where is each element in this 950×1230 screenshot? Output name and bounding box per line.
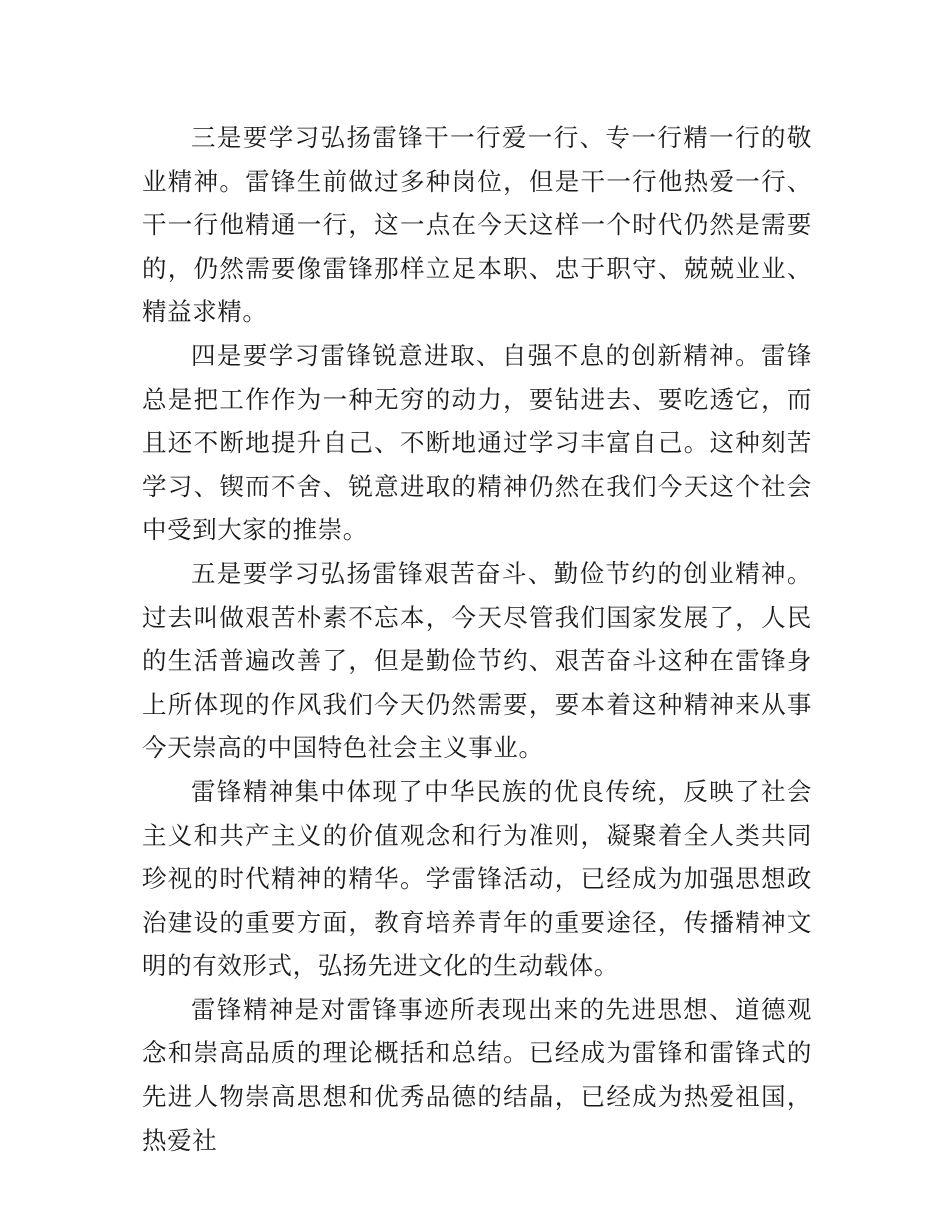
document-page bbox=[142, 116, 812, 1162]
paragraph-entrepreneurial-spirit: 五是要学习弘扬雷锋艰苦奋斗、勤俭节约的创业精神。过去叫做艰苦朴素不忘本，今天尽管我们国家发展了，人民的生活普遍改善了，但是勤俭节约、艰苦奋斗这种在雷锋身上所体现的作风我们今天仍然需要，要本着这种精神来从事今天崇高的中国特色社会主义事业。 bbox=[142, 558, 812, 763]
paragraph-spirit-summary: 雷锋精神集中体现了中华民族的优良传统，反映了社会主义和共产主义的价值观念和行为准则，凝聚着全人类共同珍视的时代精神的精华。学雷锋活动，已经成为加强思想政治建设的重要方面，教育培养青年的重要途径，传播精神文明的有效形式，弘扬先进文化的生动载体。 bbox=[142, 776, 812, 981]
paragraph-innovation-spirit: 四是要学习雷锋锐意进取、自强不息的创新精神。雷锋总是把工作作为一种无穷的动力，要钻进去、要吃透它，而且还不断地提升自己、不断地通过学习丰富自己。这种刻苦学习、锲而不舍、锐意进取的精神仍然在我们今天这个社会中受到大家的推崇。 bbox=[142, 340, 812, 545]
paragraph-spirit-definition: 雷锋精神是对雷锋事迹所表现出来的先进思想、道德观念和崇高品质的理论概括和总结。已经成为雷锋和雷锋式的先进人物崇高思想和优秀品德的结晶，已经成为热爱祖国，热爱社 bbox=[142, 994, 812, 1155]
paragraph-dedication-spirit: 三是要学习弘扬雷锋干一行爱一行、专一行精一行的敬业精神。雷锋生前做过多种岗位，但是干一行他热爱一行、干一行他精通一行，这一点在今天这样一个时代仍然是需要的，仍然需要像雷锋那样立足本职、忠于职守、兢兢业业、精益求精。 bbox=[142, 123, 812, 327]
